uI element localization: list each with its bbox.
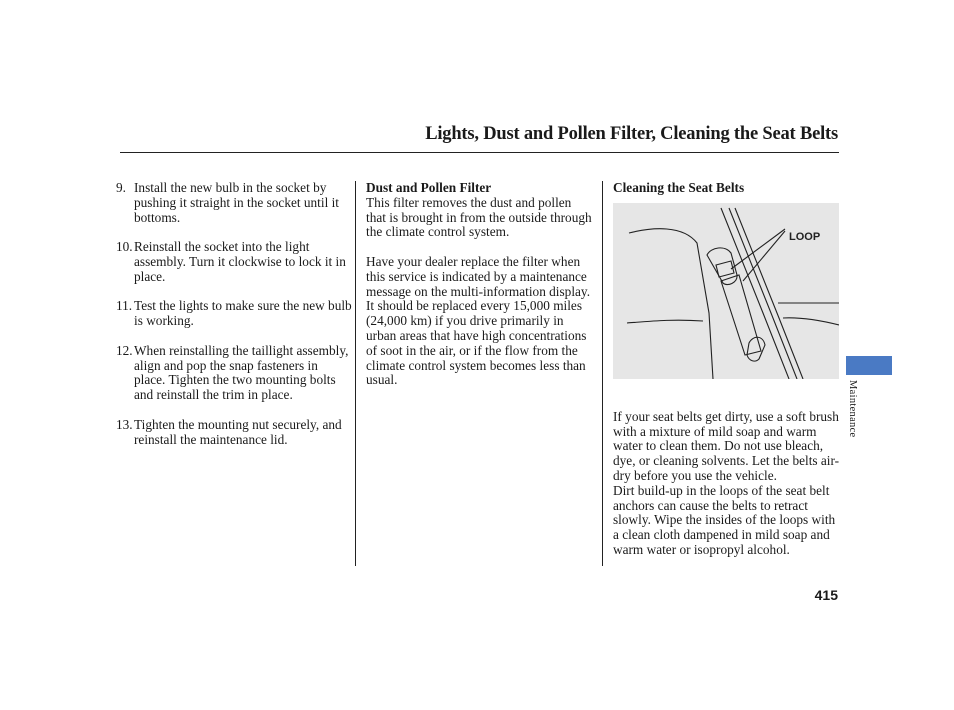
- step-text: Test the lights to make sure the new bulb is working.: [134, 298, 352, 329]
- step-text: Reinstall the socket into the light assembly. Turn it clockwise to lock it in place.: [134, 239, 346, 284]
- seat-belt-illustration: [613, 203, 839, 379]
- dust-filter-column: [366, 181, 592, 388]
- page-title: Lights, Dust and Pollen Filter, Cleaning the Seat Belts: [425, 124, 838, 144]
- step-number: 11.: [116, 298, 133, 314]
- step-number: 9.: [116, 180, 126, 195]
- step-text: Install the new bulb in the socket by pushing it straight in the socket until it bottoms.: [134, 180, 339, 225]
- step-number: 10.: [116, 239, 133, 255]
- section-label: Maintenance: [847, 380, 858, 438]
- seat-belts-para-2: Dirt build-up in the loops of the seat belt anchors can cause the belts to retract slowly. Wipe the insides of the loops with a clean cloth dampened in mild soap and warm water or isopropyl alcohol.: [613, 482, 836, 557]
- step-text: Tighten the mounting nut securely, and reinstall the maintenance lid.: [134, 416, 342, 447]
- loop-label: LOOP: [789, 231, 821, 243]
- dust-filter-para-1: This filter removes the dust and pollen that is brought in from the outside through the climate control system.: [366, 194, 592, 240]
- steps-column: [116, 181, 352, 462]
- step-item: [116, 299, 352, 329]
- seat-belt-drawing: [613, 203, 839, 379]
- step-item: [116, 344, 352, 403]
- step-item: [116, 240, 352, 284]
- column-divider-2: [602, 181, 603, 566]
- dust-filter-heading: Dust and Pollen Filter: [366, 180, 492, 195]
- step-item: [116, 418, 352, 448]
- header-rule: [120, 152, 839, 153]
- page-number: 415: [814, 587, 838, 603]
- dust-filter-para-2: Have your dealer replace the filter when this service is indicated by a maintenance message on the multi-information display. It should be replaced every 15,000 miles (24,000 km) if you drive primarily in urban areas that have high concentrations of soot in the air, or if the flow from the climate control system becomes less than usual.: [366, 253, 591, 388]
- step-item: [116, 181, 352, 225]
- step-text: When reinstalling the taillight assembly, align and pop the snap fasteners in place. Tighten the two mounting bolts and reinstall the trim in place.: [134, 342, 349, 403]
- column-divider-1: [355, 181, 356, 566]
- step-number: 12.: [116, 342, 133, 358]
- section-tab: [846, 356, 892, 375]
- seat-belts-para-1: If your seat belts get dirty, use a soft brush with a mixture of mild soap and warm water to clean them. Do not use bleach, dye, or cleaning solvents. Let the belts air-dry before you use the vehicle.: [613, 408, 840, 483]
- seat-belts-heading: Cleaning the Seat Belts: [613, 180, 745, 195]
- step-number: 13.: [116, 416, 133, 432]
